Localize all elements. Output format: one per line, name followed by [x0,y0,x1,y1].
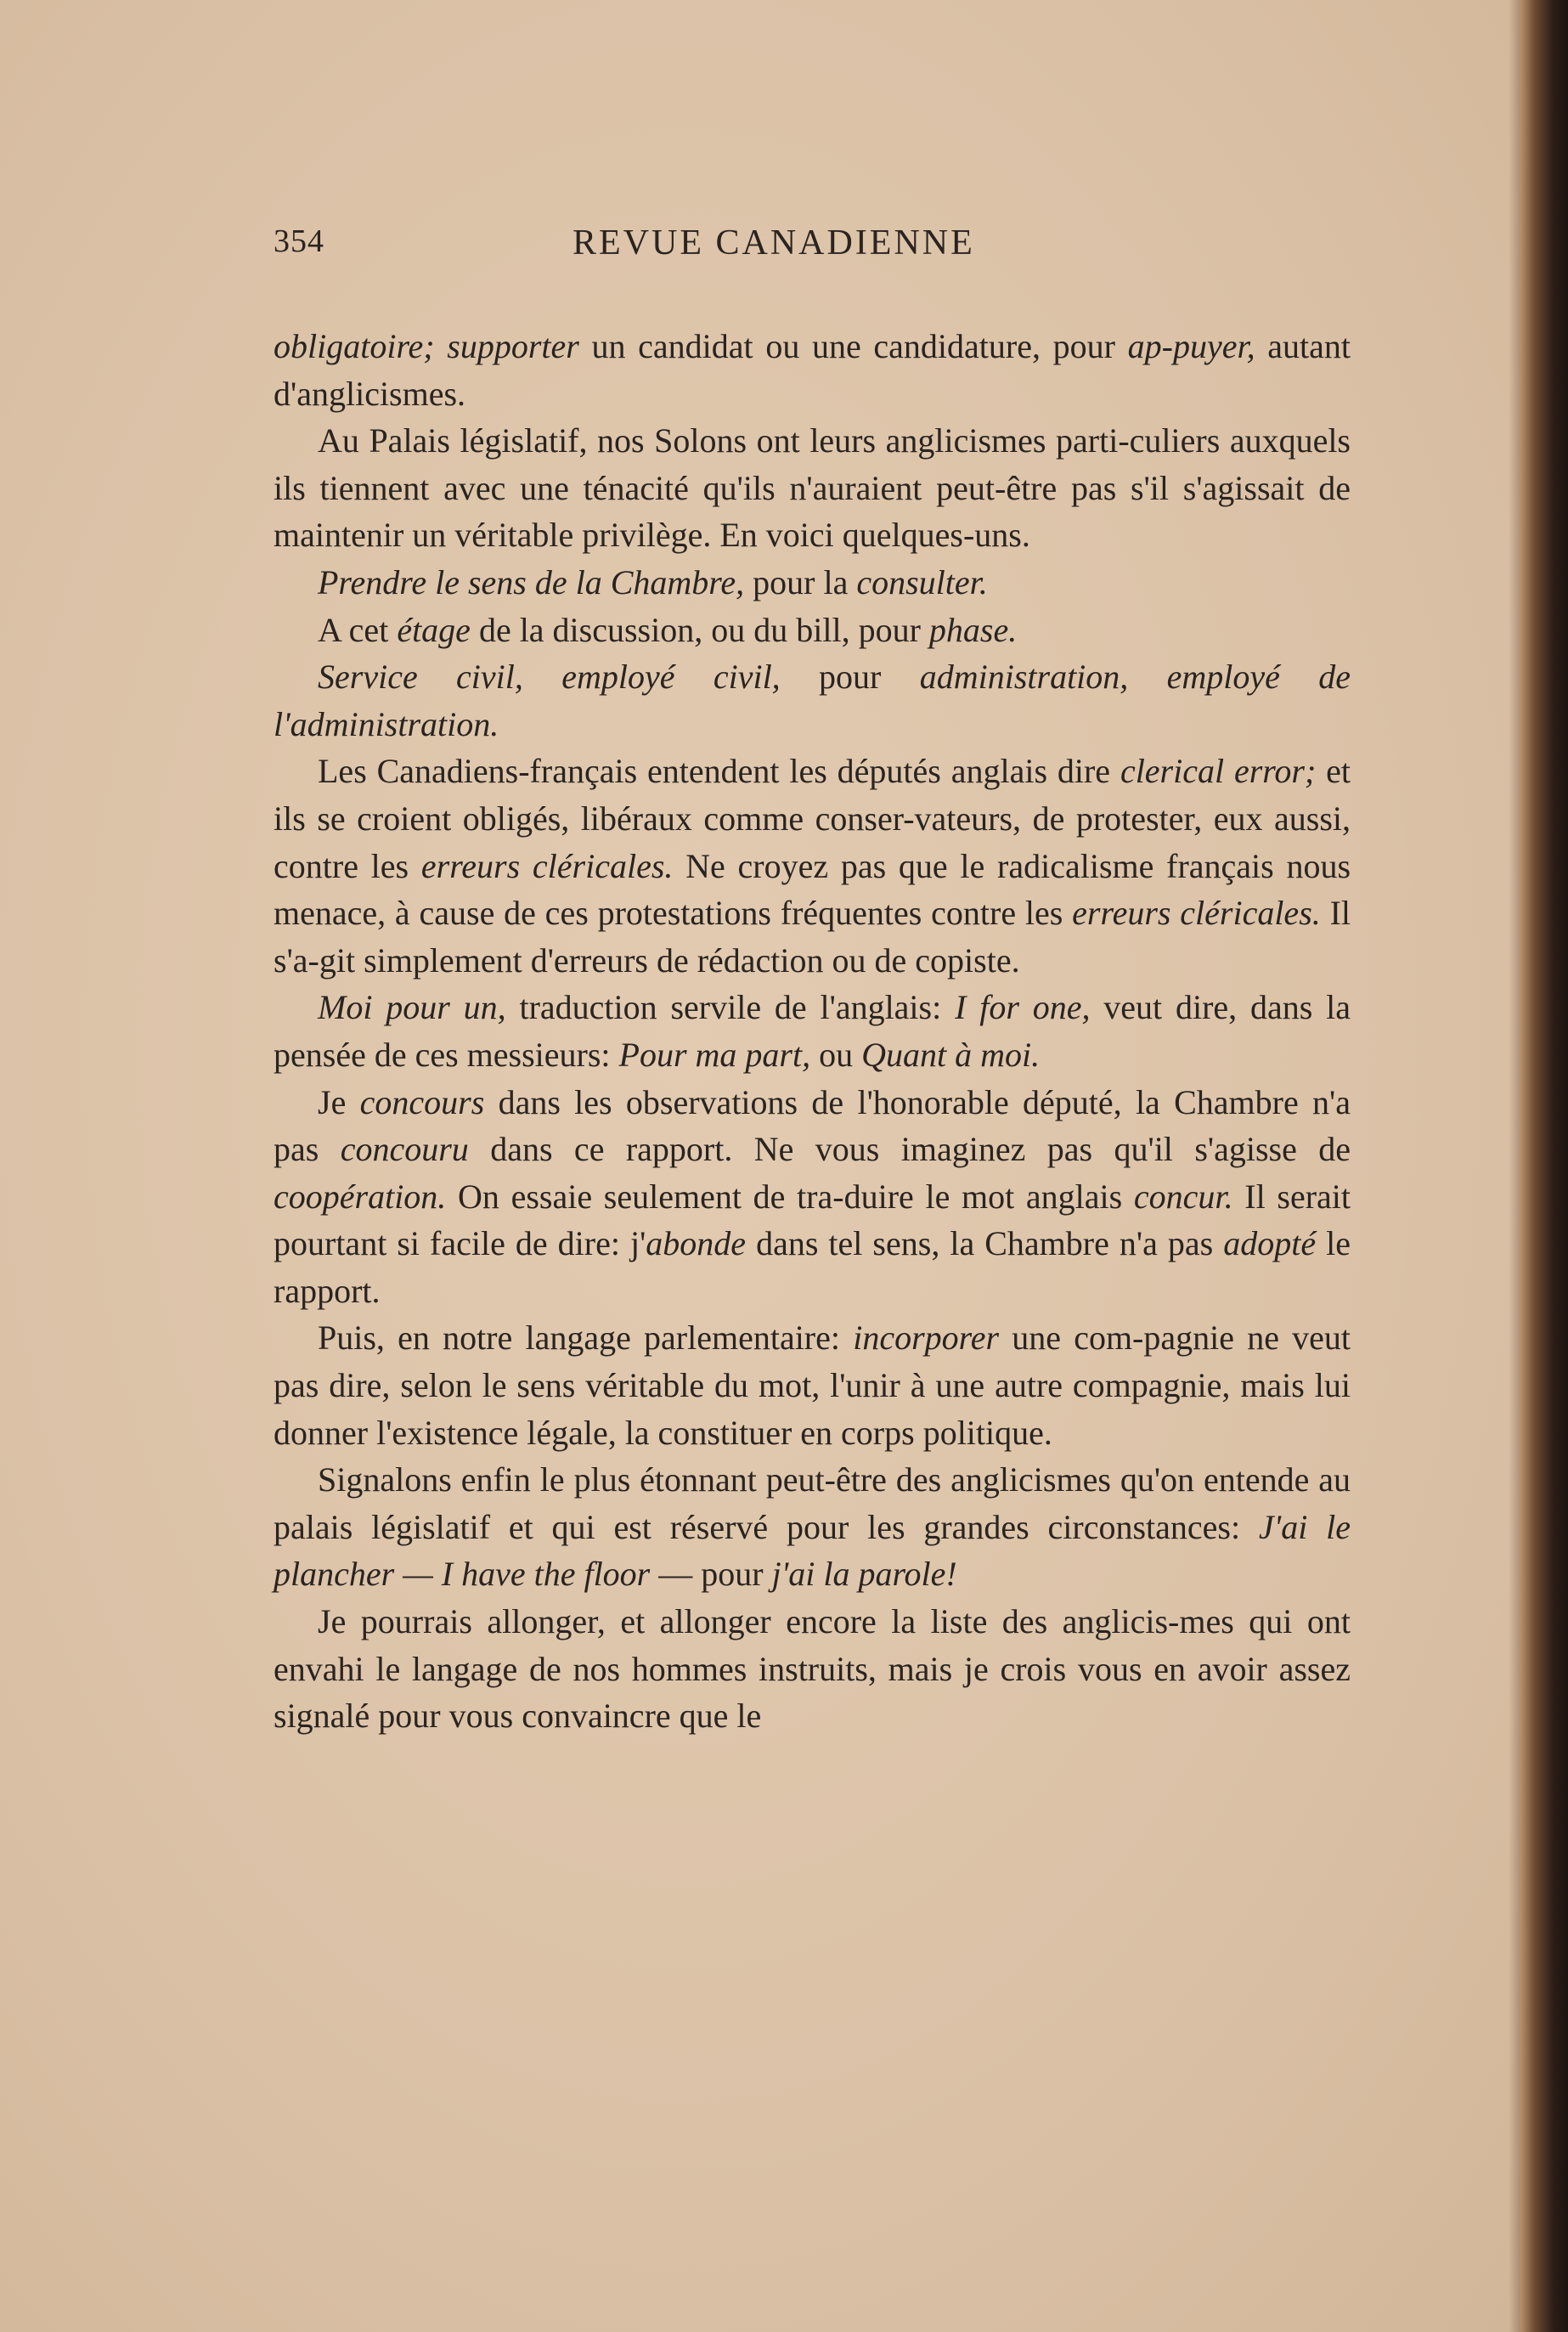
text-run: On essaie seulement de tra-duire le mot anglais [446,1177,1134,1216]
italic-term: incorporer [853,1318,1000,1358]
page-gutter-shadow [1509,0,1520,2332]
italic-term: Pour ma part, [618,1035,811,1074]
paragraph-2: Au Palais législatif, nos Solons ont leurs anglicismes parti-culiers auxquels ils tiennent avec une ténacité qu'ils n'auraient peut-être pas s'il s'agissait de maintenir un véritable privilège. En voici quelques-uns. [274,421,1351,555]
italic-term: ap-puyer, [1127,327,1255,365]
text-run: Il serait pourtant si facile de dire: j' [274,1177,1351,1263]
text-run: dans les observations de l'honorable député, la Chambre n'a pas [274,1082,1351,1169]
paragraph-8 [274,1079,1351,1315]
italic-term: clerical error; [1120,752,1317,791]
text-run: Ne croyez pas que le radicalisme français nous menace, à cause de ces protestations fréquentes contre les [274,846,1351,933]
running-header [274,223,1361,274]
text-run: Puis, en notre langage parlementaire: [318,1318,854,1358]
text-run: le rapport. [274,1224,1351,1310]
text-run: veut dire, dans la pensée de ces messieurs: [274,988,1351,1074]
text-run: A cet [318,610,398,649]
paragraph-10 [274,1456,1351,1598]
italic-term: j'ai la parole! [771,1555,957,1594]
page-number: 354 [274,223,324,259]
italic-term: concur. [1133,1177,1233,1216]
paragraph-5 [274,653,1351,748]
italic-term: étage [397,610,471,649]
italic-term: erreurs cléricales. [1072,894,1321,933]
italic-term: adopté [1223,1224,1317,1263]
italic-term: consulter. [856,562,988,601]
paragraph-4 [274,607,1351,654]
text-run: de la discussion, ou du bill, pour [470,610,929,649]
italic-term: J'ai le plancher — I have the floor [274,1507,1351,1594]
text-run: un candidat ou une candidature, pour [578,327,1128,365]
text-run: Les Canadiens-français entendent les députés anglais dire [318,752,1120,791]
body-text [274,323,1351,1740]
paragraph-7 [274,984,1351,1078]
italic-term: Service civil, employé civil, [318,658,781,697]
text-run: dans tel sens, la Chambre n'a pas [746,1224,1224,1263]
italic-term: coopération. [274,1177,447,1216]
running-title: REVUE CANADIENNE [572,223,975,263]
italic-term: Quant à moi. [861,1035,1041,1074]
italic-term: obligatoire; supporter [274,327,579,365]
paragraph-11: Je pourrais allonger, et allonger encore la liste des anglicis-mes qui ont envahi le langage de nos hommes instruits, mais je crois vous en avoir assez signalé pour vous convaincre que le [274,1602,1351,1736]
italic-term: phase. [928,610,1018,649]
italic-term: erreurs cléricales. [420,846,674,885]
paragraph-3 [274,559,1351,607]
italic-term: Moi pour un, [318,988,506,1027]
book-spine [1520,0,1568,2332]
text-run: pour [780,658,920,697]
text-run: Signalons enfin le plus étonnant peut-être des anglicismes qu'on entende au palais législatif et qui est réservé pour les grandes circonstances: [274,1460,1351,1546]
text-run: et ils se croient obligés, libéraux comme conser-vateurs, de protester, eux aussi, contre les [274,752,1351,885]
italic-term: abonde [646,1224,747,1263]
italic-term: administration, employé de l'administration. [274,658,1351,743]
paragraph-9 [274,1314,1351,1456]
paragraph-6 [274,748,1351,984]
text-run: Il s'a-git simplement d'erreurs de rédaction ou de copiste. [274,894,1351,980]
text-run: traduction servile de l'anglais: [505,988,956,1027]
italic-term: concours [359,1082,485,1121]
text-run: ou [810,1035,862,1074]
text-run: — pour [650,1555,772,1594]
text-run: dans ce rapport. Ne vous imaginez pas qu'il s'agisse de [468,1130,1351,1169]
italic-term: I for one, [955,988,1091,1027]
text-run: Je [318,1082,360,1121]
text-run: une com-pagnie ne veut pas dire, selon le sens véritable du mot, l'unir à une autre compagnie, mais lui donner l'existence légale, la constituer en corps politique. [274,1318,1351,1452]
text-run: pour la [744,562,857,601]
text-run: autant d'anglicismes. [274,327,1351,413]
italic-term: Prendre le sens de la Chambre, [318,562,745,601]
paragraph-1 [274,323,1351,417]
italic-term: concouru [340,1130,469,1169]
